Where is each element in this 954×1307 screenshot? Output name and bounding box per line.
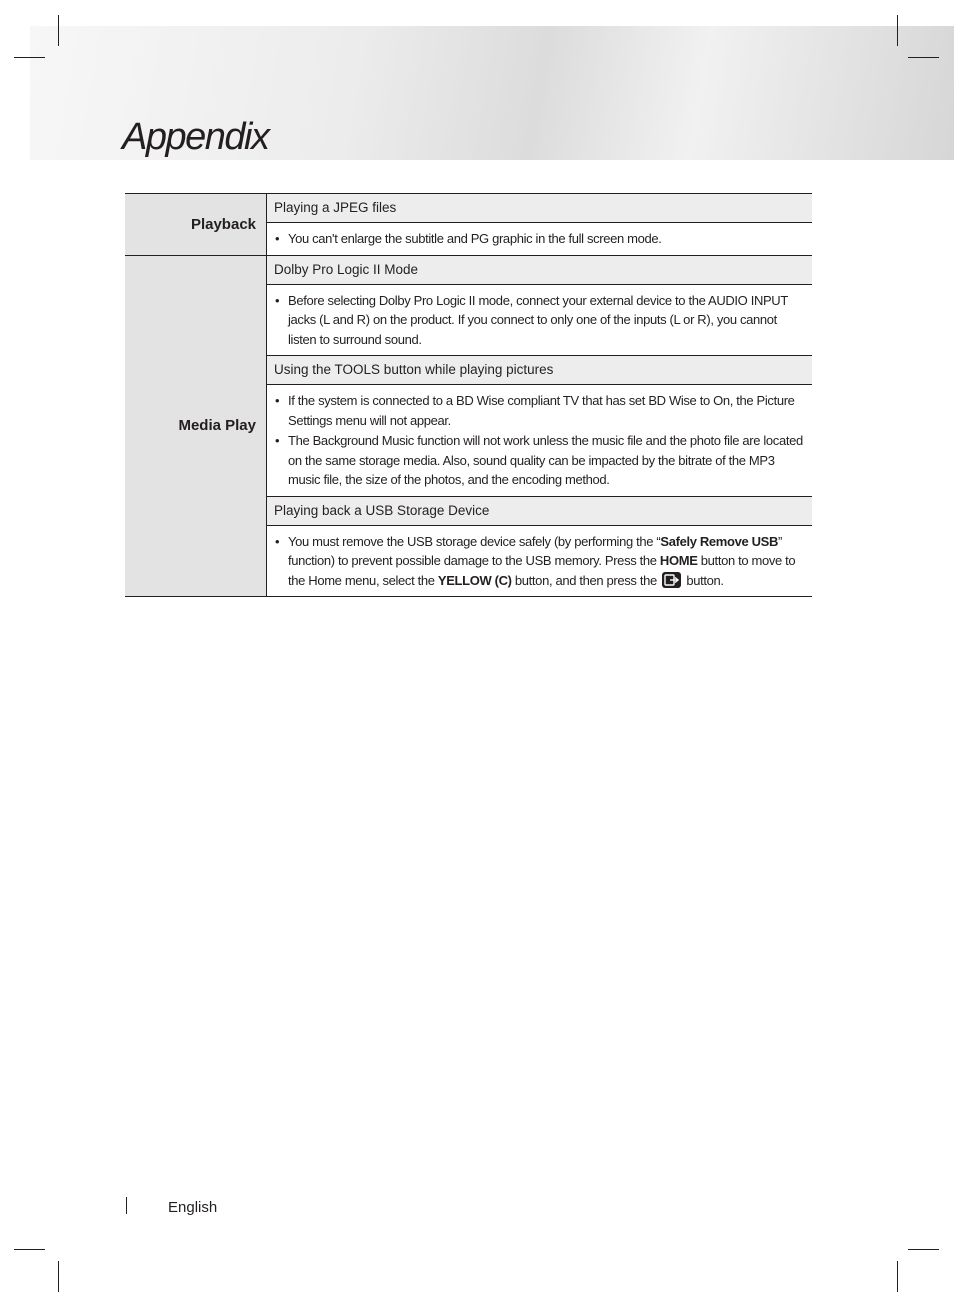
home-button-label: HOME — [659, 553, 698, 568]
section-heading: Using the TOOLS button while playing pictures — [267, 355, 812, 384]
section-heading: Dolby Pro Logic II Mode — [267, 256, 812, 284]
section-cells — [267, 194, 812, 255]
list-item: • The Background Music function will not work unless the music file and the photo file are located on the same storage media. Also, sound quality can be impacted by the bitrate of the MP3 music file, the size of the photos, and the encoding method. — [274, 431, 808, 490]
list-item: • If the system is connected to a BD Wise compliant TV that has set BD Wise to On, the Picture Settings menu will not appear. — [274, 391, 808, 430]
safely-remove-usb-label: Safely Remove USB — [660, 533, 778, 549]
crop-mark — [14, 57, 45, 58]
page-title: Appendix — [122, 116, 269, 158]
usb-text-2: ” function) to prevent possible damage to the USB memory. Press the — [288, 533, 782, 568]
usb-text-1: You must remove the USB storage device safely (by performing the “ — [288, 533, 661, 549]
section-heading: Playing a JPEG files — [267, 194, 812, 222]
crop-mark — [897, 15, 898, 46]
usb-text-3: button to move to the Home menu, select the — [288, 553, 796, 588]
enter-icon — [662, 572, 681, 588]
crop-mark — [14, 1249, 45, 1250]
list-item — [274, 532, 808, 591]
table-row-media-play — [125, 255, 812, 597]
section-body — [267, 384, 812, 496]
usb-text-5: button. — [683, 572, 724, 588]
category-cell: Playback — [125, 194, 267, 255]
crop-mark — [58, 15, 59, 46]
list-item: • You can't enlarge the subtitle and PG graphic in the full screen mode. — [274, 229, 808, 249]
list-item: • Before selecting Dolby Pro Logic II mode, connect your external device to the AUDIO INPUT jacks (L and R) on the product. If you connect to only one of the inputs (L or R), you cannot listen to surround sound. — [274, 291, 808, 350]
section-body — [267, 284, 812, 356]
footer-language: English — [168, 1199, 218, 1216]
crop-mark — [908, 57, 939, 58]
troubleshooting-table — [125, 193, 812, 597]
section-body — [267, 525, 812, 597]
table-row-playback — [125, 194, 812, 255]
crop-mark — [897, 1261, 898, 1292]
section-body — [267, 222, 812, 255]
crop-mark — [908, 1249, 939, 1250]
crop-mark — [58, 1261, 59, 1292]
section-heading: Playing back a USB Storage Device — [267, 496, 812, 525]
yellow-button-label: YELLOW (C) — [437, 572, 512, 588]
footer-divider — [126, 1197, 127, 1214]
category-cell: Media Play — [125, 256, 267, 597]
section-cells — [267, 256, 812, 597]
usb-text-4: button, and then press the — [511, 572, 661, 588]
